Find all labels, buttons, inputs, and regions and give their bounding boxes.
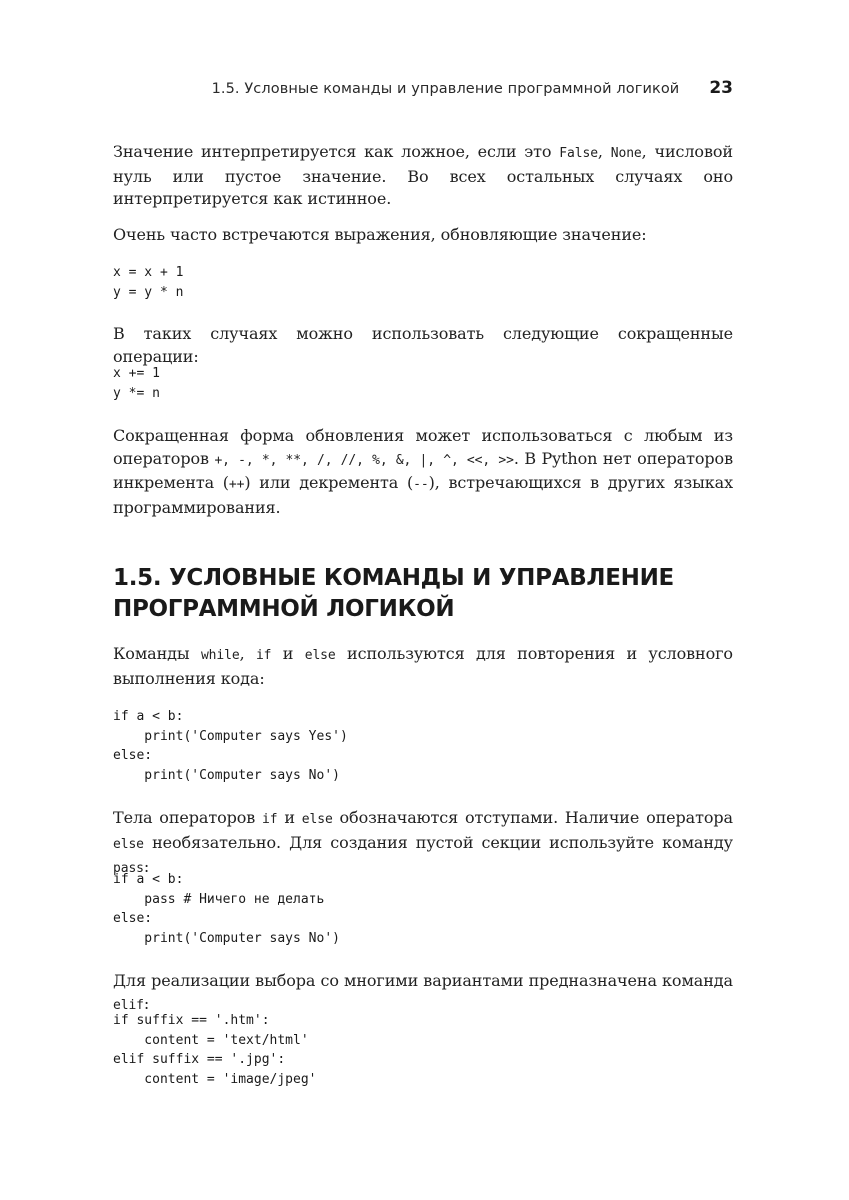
heading-line: ПРОГРАММНОЙ ЛОГИКОЙ (113, 596, 455, 622)
inline-code: None (610, 146, 642, 161)
code-line: elif suffix == '.jpg': (113, 1052, 286, 1068)
running-header (113, 78, 733, 100)
inline-code: -- (413, 477, 429, 492)
text-run: и (277, 808, 302, 827)
inline-code: False (559, 146, 598, 161)
paragraph-update-expressions (113, 224, 733, 247)
text-run: : (143, 993, 150, 1013)
text-run: Сокращенная форма обновления может использоваться с любым из операторов (113, 426, 733, 468)
code-line: y = y * n (113, 284, 184, 300)
paragraph-text: Очень часто встречаются выражения, обновляющие значение: (113, 225, 647, 244)
code-block-3 (113, 707, 733, 785)
inline-code: ++ (228, 477, 245, 492)
running-header-title: 1.5. Условные команды и управление программной логикой (211, 81, 680, 97)
text-run: , (239, 644, 256, 663)
inline-code: elif (113, 997, 144, 1013)
inline-code: else (301, 812, 333, 827)
code-line: else: (113, 748, 153, 764)
code-line: if a < b: (113, 872, 184, 887)
code-line: content = 'text/html' (113, 1032, 309, 1048)
code-line: if a < b: (113, 709, 184, 724)
text-run: Команды (113, 644, 201, 663)
paragraph-operators (113, 425, 733, 519)
section-heading (113, 563, 733, 625)
paragraph-text: В таких случаях можно использовать следующие сокращенные операции: (113, 324, 733, 366)
inline-code: +, -, *, **, /, //, %, &, |, ^, <<, >> (214, 452, 514, 468)
page-number: 23 (709, 78, 733, 98)
paragraph-shortcut-ops (113, 323, 733, 368)
code-block-4 (113, 870, 733, 948)
inline-code: else (113, 836, 144, 852)
text-run: и (271, 644, 305, 663)
code-block-2 (113, 364, 733, 403)
inline-code: if (255, 648, 272, 663)
code-line: content = 'image/jpeg' (113, 1071, 317, 1087)
text-run: используются для повторения и условного выполнения кода: (113, 644, 733, 688)
heading-line: 1.5. УСЛОВНЫЕ КОМАНДЫ И УПРАВЛЕНИЕ (113, 565, 674, 591)
inline-code: else (304, 648, 336, 663)
code-line: print('Computer says No') (113, 767, 340, 783)
code-line: x += 1 (113, 366, 160, 381)
text-run: , (597, 142, 611, 161)
text-run: Для реализации выбора со многими вариантами предназначена команда (113, 971, 733, 990)
text-run: ), встречающихся в других языках программирования. (113, 473, 734, 517)
code-block-1 (113, 263, 733, 302)
text-run: ) или декремента ( (244, 473, 414, 492)
paragraph-elif (113, 970, 733, 1017)
text-run: обозначаются отступами. Наличие оператора (332, 808, 733, 827)
code-line: y *= n (113, 385, 160, 401)
inline-code: pass (113, 861, 144, 876)
inline-code: if (262, 812, 278, 827)
text-run: необязательно. Для создания пустой секции используйте команду (143, 832, 733, 852)
paragraph-falsy-values (113, 141, 733, 211)
code-line: x = x + 1 (113, 265, 184, 280)
text-run: Значение интерпретируется как ложное, если это (113, 142, 560, 161)
code-line: pass # Ничего не делать (113, 891, 325, 907)
code-line: print('Computer says Yes') (113, 728, 348, 744)
code-line: print('Computer says No') (113, 930, 340, 946)
text-run: Тела операторов (113, 808, 263, 827)
text-run: : (143, 857, 150, 876)
code-line: else: (113, 911, 153, 927)
paragraph-control-commands (113, 643, 733, 690)
text-run: , числовой нуль или пустое значение. Во всех остальных случаях оно интерпретируется как истинное. (113, 142, 733, 208)
code-line: if suffix == '.htm': (113, 1013, 270, 1028)
inline-code: while (200, 648, 240, 663)
text-run: . В Python нет операторов инкремента ( (113, 448, 733, 492)
code-block-5 (113, 1011, 733, 1089)
